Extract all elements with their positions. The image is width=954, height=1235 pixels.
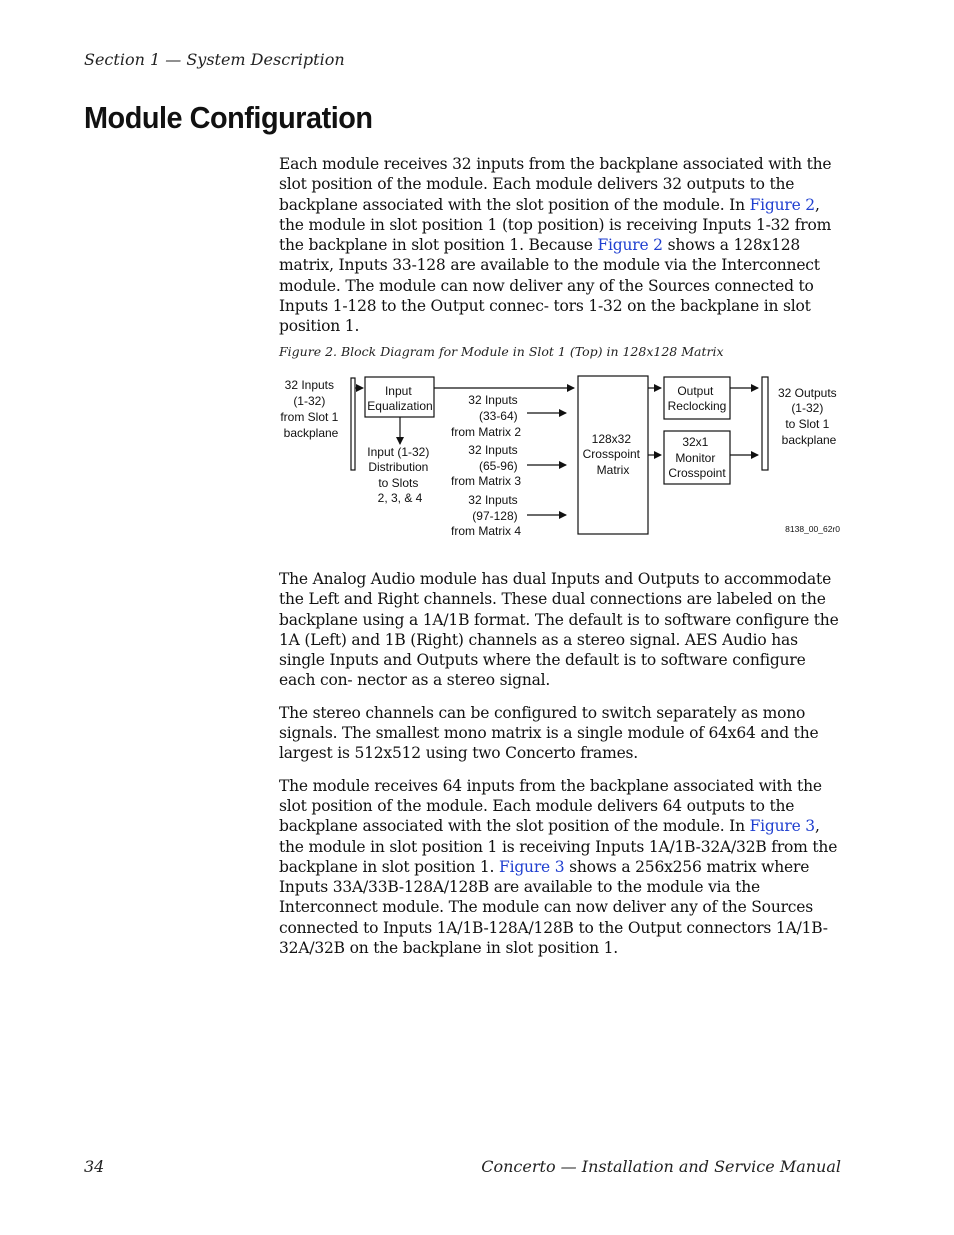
paragraph-text: shows a 128x128 matrix, Inputs 33-128 are available to the module via the Interconnect module. The module can now deliver any of the Sources connected to Inputs 1-128 to the Output connec- tors 1-32 on the backplane in slot position 1.: [279, 236, 820, 336]
input-equalization-label: Input Equalization: [367, 384, 433, 413]
manual-title-footer: Concerto — Installation and Service Manual: [481, 1157, 841, 1176]
matrix-4-inputs-label: 32 Inputs (97-128) from Matrix 4: [450, 493, 521, 538]
paragraph-stereo-channels: The stereo channels can be configured to switch separately as mono signals. The smallest mono matrix is a single module of 64x64 and the largest is 512x512 using two Concerto frames.: [279, 703, 819, 763]
paragraph-analog-audio: The Analog Audio module has dual Inputs and Outputs to accommodate the Left and Right channels. These dual connections are labeled on the backplane using a 1A/1B format. The default is to software configure the 1A (Left) and 1B (Right) channels as a stereo signal. AES Audio has single Inputs and Outputs where the default is to software configure each con- nector as a stereo signal.: [279, 570, 839, 690]
paragraph-text: The module receives 64 inputs from the backplane associated with the slot position of the module. Each module delivers 64 outputs to the backplane associated with the slot position of the module. In: [279, 776, 822, 836]
output-reclocking-label: Output Reclocking: [667, 384, 727, 413]
inputs-left-label: 32 Inputs (1-32) from Slot 1 backplane: [280, 378, 339, 440]
figure-2-link[interactable]: Figure 2: [597, 236, 663, 255]
input-backplane-bar: [351, 378, 355, 470]
intro-section: [279, 154, 841, 337]
paragraph-text: , the module in slot position 1 is receiving Inputs 1A/1B-32A/32B from the backplane in slot position 1.: [279, 817, 838, 876]
page-title: Module Configuration: [84, 100, 373, 135]
monitor-crosspoint-label: 32x1 Monitor Crosspoint: [668, 435, 726, 480]
paragraph-text: shows a 256x256 matrix where Inputs 33A/33B-128A/128B are available to the module via the Interconnect module. The module can now deliver any of the Sources connected to Inputs 1A/1B-128A/128B to the Output connectors 1A/1B-32A/32B on the backplane in slot position 1.: [279, 857, 828, 958]
matrix-3-inputs-label: 32 Inputs (65-96) from Matrix 3: [450, 443, 521, 488]
figure-3-link[interactable]: Figure 3: [499, 857, 565, 876]
figure-3-link[interactable]: Figure 3: [749, 817, 815, 836]
paragraph-text: Each module receives 32 inputs from the backplane associated with the slot position of the module. Each module delivers 32 outputs to the backplane associated with the slot position of the module. In: [279, 155, 832, 214]
page-number: 34: [84, 1157, 105, 1176]
distribution-label: Input (1-32) Distribution to Slots 2, 3, & 4: [367, 445, 430, 505]
output-backplane-bar: [762, 377, 768, 470]
figure-id: 8138_00_62r0: [785, 524, 840, 534]
matrix-2-inputs-label: 32 Inputs (33-64) from Matrix 2: [450, 393, 521, 439]
block-diagram: [279, 368, 844, 543]
paragraph-text: , the module in slot position 1 (top position) is receiving Inputs 1-32 from the backplane in slot position 1. Because: [279, 195, 832, 255]
paragraph-module-inputs: [279, 154, 841, 337]
crosspoint-matrix-label: 128x32 Crosspoint Matrix: [582, 432, 641, 477]
figure-caption: Figure 2. Block Diagram for Module in Slot 1 (Top) in 128x128 Matrix: [279, 344, 724, 359]
figure-2-link[interactable]: Figure 2: [749, 195, 815, 214]
section-header: Section 1 — System Description: [84, 50, 345, 69]
outputs-right-label: 32 Outputs (1-32) to Slot 1 backplane: [777, 386, 837, 447]
paragraph-module-64-inputs: [279, 776, 841, 959]
audio-section: [279, 569, 841, 958]
